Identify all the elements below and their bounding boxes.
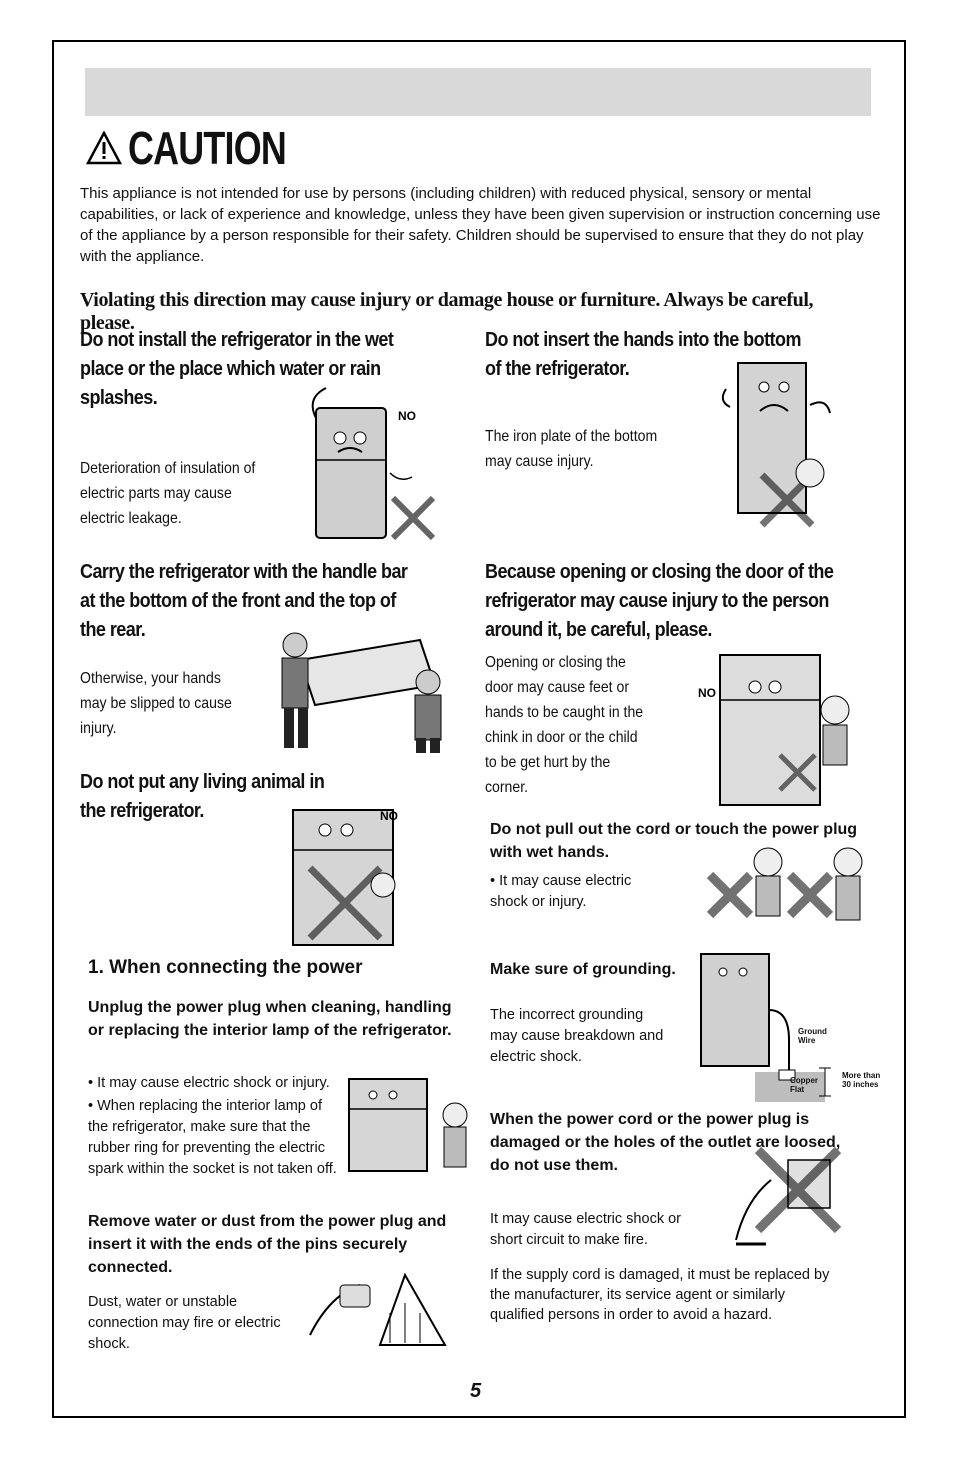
page-frame-top: [52, 40, 906, 42]
unplug-bullet-1: • It may cause electric shock or injury.: [88, 1075, 330, 1091]
page-frame-bottom: [52, 1416, 906, 1418]
caution-title: CAUTION: [128, 122, 286, 174]
header-bar: [85, 68, 871, 116]
cord-title: Do not pull out the cord or touch the power plug with wet hands.: [490, 821, 858, 861]
wet-fridge-illustration: [298, 378, 448, 546]
warning-triangle-icon: [86, 131, 122, 165]
carry-fridge-illustration: [270, 620, 455, 755]
hands-fridge-illustration: [700, 355, 850, 535]
svg-text:NO: NO: [698, 686, 716, 700]
remove-title: Remove water or dust from the power plug and insert it with the ends of the pins securely connected.: [88, 1213, 447, 1276]
door-body: Opening or closing the door may cause feet or hands to be caught in the chink in door or the child to be get hurt by the corner.: [485, 654, 644, 796]
ground-body: The incorrect grounding may cause breakdown and electric shock.: [490, 1007, 664, 1065]
animal-title: Do not put any living animal in the refrigerator.: [80, 771, 325, 822]
svg-text:NO: NO: [398, 409, 416, 423]
caution-heading: [86, 120, 331, 176]
wet-body: Deterioration of insulation of electric parts may cause electric leakage.: [80, 460, 256, 527]
unplug-fridge-illustration: [345, 1075, 475, 1175]
hands-body: The iron plate of the bottom may cause injury.: [485, 428, 658, 470]
door-fridge-illustration: [660, 645, 860, 810]
copper-flat-label: Copper Flat: [790, 1076, 818, 1094]
damaged-body: It may cause electric shock or short circuit to make fire.: [490, 1211, 681, 1248]
damaged-title: When the power cord or the power plug is damaged or the holes of the outlet are loosed, do not use them.: [490, 1111, 841, 1174]
ground-title: Make sure of grounding.: [490, 961, 676, 978]
intro-text: This appliance is not intended for use by persons (including children) with reduced physical, sensory or mental capabilities, or lack of experience and knowledge, unless they have been given supervision or instruction concerning use of the appliance by a person responsible for their safety. Children should be supervised to ensure that they do not play with the appliance.: [80, 185, 881, 265]
damaged-plug-illustration: [728, 1140, 848, 1252]
hands-title: Do not insert the hands into the bottom of the refrigerator.: [485, 329, 801, 380]
violating-statement: Violating this direction may cause injury or damage house or furniture. Always be careful, please.: [80, 289, 814, 334]
power-section-title: 1. When connecting the power: [88, 957, 363, 978]
carry-title: Carry the refrigerator with the handle bar at the bottom of the front and the top of the rear.: [80, 561, 408, 641]
damaged-note: If the supply cord is damaged, it must be replaced by the manufacturer, its service agent or similarly qualified persons in order to avoid a hazard.: [490, 1267, 830, 1323]
unplug-bullet-2: • When replacing the interior lamp of the refrigerator, make sure that the rubber ring for preventing the electric spark within the socket is not taken off.: [88, 1098, 337, 1177]
plug-cleaning-illustration: [300, 1265, 465, 1355]
page-number: 5: [470, 1380, 482, 1402]
remove-body: Dust, water or unstable connection may fire or electric shock.: [88, 1294, 281, 1352]
cord-wet-hands-illustration: [700, 840, 870, 940]
svg-text:NO: NO: [380, 809, 398, 823]
wet-title: Do not install the refrigerator in the wet place or the place which water or rain splashes.: [80, 329, 394, 409]
ground-wire-label: Ground Wire: [798, 1027, 827, 1045]
carry-body: Otherwise, your hands may be slipped to cause injury.: [80, 670, 232, 737]
cord-body: • It may cause electric shock or injury.: [490, 873, 632, 910]
unplug-title: Unplug the power plug when cleaning, handling or replacing the interior lamp of the refrigerator.: [88, 999, 452, 1039]
animal-fridge-illustration: [285, 790, 435, 950]
door-title: Because opening or closing the door of the refrigerator may cause injury to the person around it, be careful, please.: [485, 561, 834, 641]
distance-label: More than 30 inches: [842, 1071, 881, 1089]
